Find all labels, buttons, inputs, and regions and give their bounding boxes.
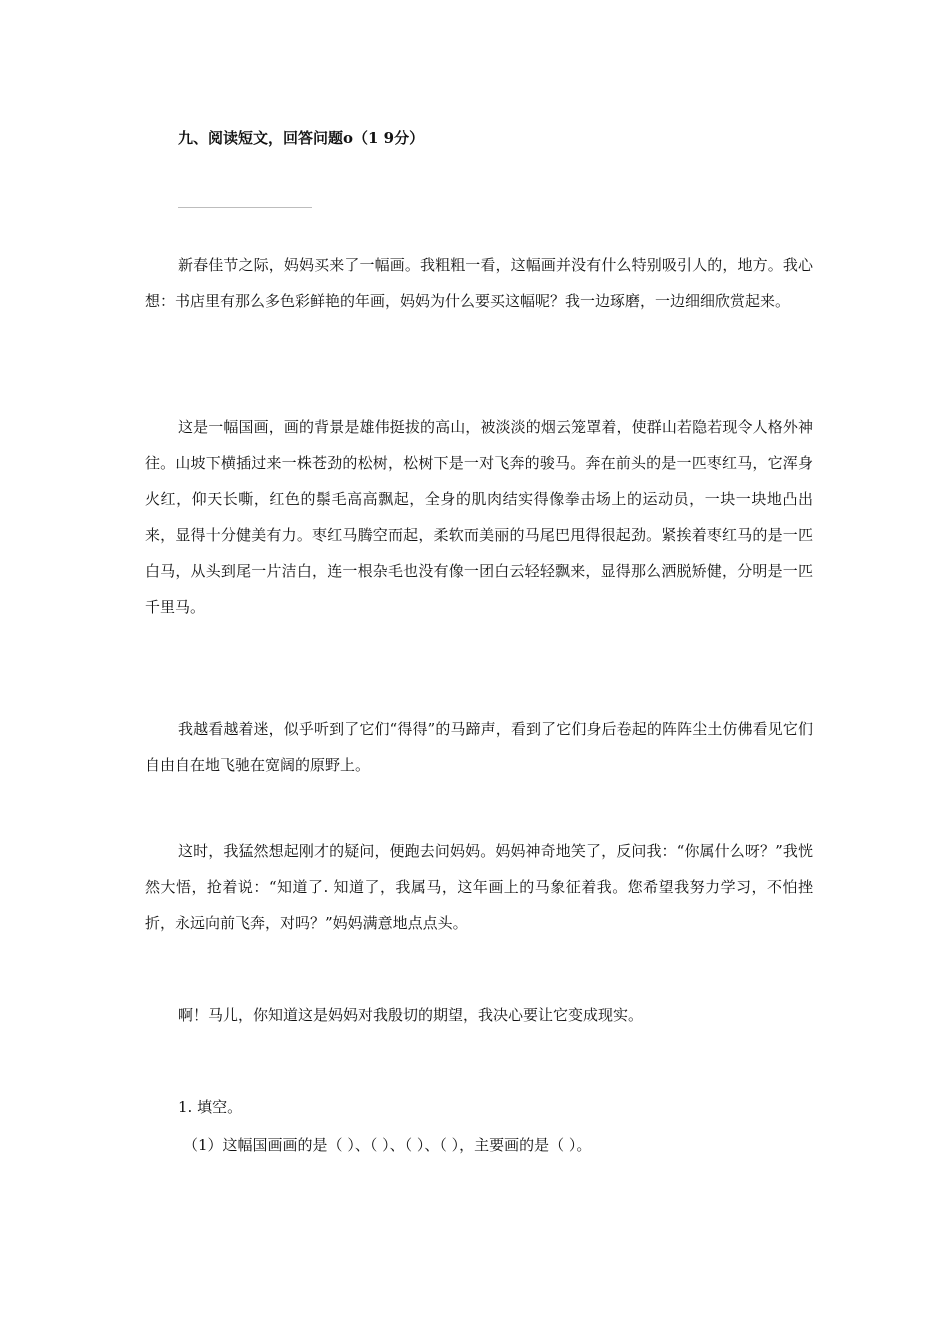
section-title: 九、阅读短文，回答问题o（1 9分） (178, 129, 425, 147)
passage-paragraph-1: 新春佳节之际，妈妈买来了一幅画。我粗粗一看，这幅画并没有什么特别吸引人的，地方。我心想：书店里有那么多色彩鲜艳的年画，妈妈为什么要买这幅呢？我一边琢磨，一边细细欣赏起来。 (145, 256, 813, 310)
passage-paragraph-2: 这是一幅国画，画的背景是雄伟挺拔的高山，被淡淡的烟云笼罩着，使群山若隐若现令人格外神往。山坡下横插过来一株苍劲的松树，松树下是一对飞奔的骏马。奔在前头的是一匹枣红马，它浑身火红，仰天长嘶，红色的鬃毛高高飘起，全身的肌肉结实得像拳击场上的运动员，一块一块地凸出来，显得十分健美有力。枣红马腾空而起，柔软而美丽的马尾巴甩得很起劲。紧挨着枣红马的是一匹白马，从头到尾一片洁白，连一根杂毛也没有像一团白云轻轻飘来，显得那么洒脱矫健，分明是一匹千里马。 (145, 418, 813, 616)
question-1-item-1: （1）这幅国画画的是（ ）、（ ）、（ ）、（ ），主要画的是（ ）。 (183, 1136, 592, 1154)
passage-paragraph-5: 啊！马儿，你知道这是妈妈对我殷切的期望，我决心要让它变成现实。 (178, 1006, 644, 1024)
passage-paragraph-3: 我越看越着迷，似乎听到了它们“得得”的马蹄声，看到了它们身后卷起的阵阵尘土仿佛看见它们自由自在地飞驰在宽阔的原野上。 (145, 720, 813, 774)
divider-line (178, 207, 312, 208)
question-1-heading: 1. 填空。 (178, 1098, 243, 1116)
passage-paragraph-4: 这时，我猛然想起刚才的疑问，便跑去问妈妈。妈妈神奇地笑了，反问我：“你属什么呀？”我恍然大悟，抢着说：“知道了. 知道了，我属马，这年画上的马象征着我。您希望我努力学习，不怕挫折，永远向前飞奔，对吗？”妈妈满意地点点头。 (145, 842, 813, 932)
